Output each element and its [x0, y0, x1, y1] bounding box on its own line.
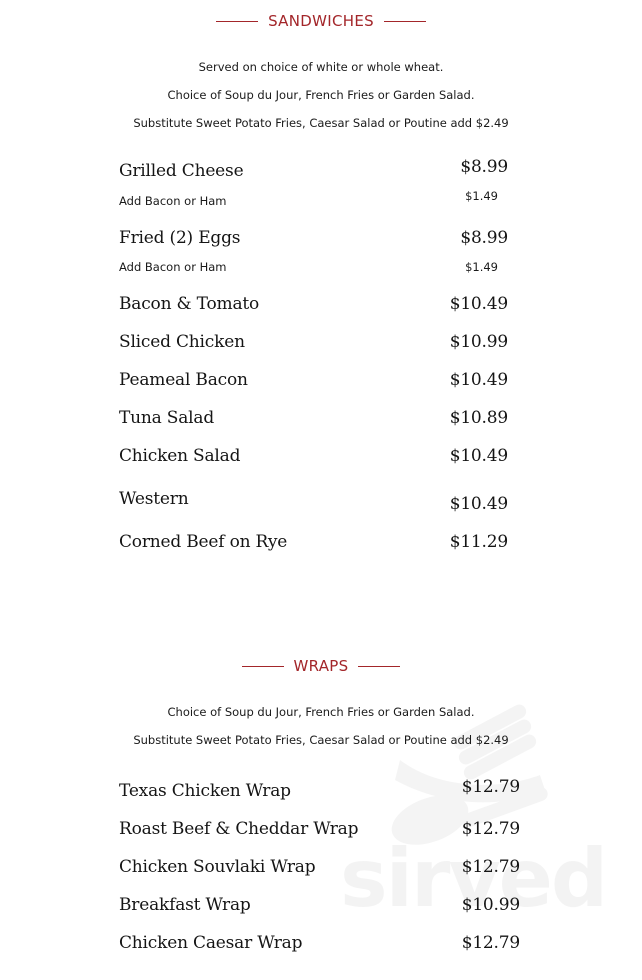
menu-item-name: Roast Beef & Cheddar Wrap: [119, 819, 359, 839]
menu-item-name: Fried (2) Eggs: [119, 228, 241, 248]
menu-item-price: $12.79: [461, 857, 520, 877]
divider-rule: [216, 21, 258, 22]
section-note: Substitute Sweet Potato Fries, Caesar Salad or Poutine add $2.49: [133, 116, 509, 130]
menu-item-name: Peameal Bacon: [119, 370, 248, 390]
divider-rule: [242, 666, 284, 667]
menu-item-name: Bacon & Tomato: [119, 294, 260, 314]
menu-item-price: $10.99: [449, 332, 508, 352]
menu-item-price: $10.49: [449, 446, 508, 466]
menu-item-name: Breakfast Wrap: [119, 895, 251, 915]
section-note: Substitute Sweet Potato Fries, Caesar Salad or Poutine add $2.49: [133, 733, 509, 747]
menu-item-name: Chicken Caesar Wrap: [119, 933, 303, 953]
addon-name: Add Bacon or Ham: [119, 260, 227, 274]
section-header-wraps: [0, 657, 642, 675]
menu-item-price: $10.99: [461, 895, 520, 915]
divider-rule: [384, 21, 426, 22]
menu-item-name: Corned Beef on Rye: [119, 532, 288, 552]
menu-item-name: Western: [119, 489, 189, 509]
menu-item-price: $10.49: [449, 294, 508, 314]
menu-item-name: Sliced Chicken: [119, 332, 245, 352]
divider-rule: [358, 666, 400, 667]
menu-item-price: $12.79: [461, 777, 520, 797]
menu-item-price: $11.29: [449, 532, 508, 552]
menu-item-name: Chicken Souvlaki Wrap: [119, 857, 316, 877]
menu-item-price: $12.79: [461, 933, 520, 953]
section-note: Served on choice of white or whole wheat.: [198, 60, 444, 74]
section-header-sandwiches: [0, 12, 642, 30]
addon-name: Add Bacon or Ham: [119, 194, 227, 208]
menu-item-name: Chicken Salad: [119, 446, 241, 466]
section-title: SANDWICHES: [268, 12, 374, 30]
menu-item-price: $10.49: [449, 494, 508, 514]
section-note: Choice of Soup du Jour, French Fries or Garden Salad.: [167, 705, 475, 719]
section-note: Choice of Soup du Jour, French Fries or Garden Salad.: [167, 88, 475, 102]
menu-item-price: $10.49: [449, 370, 508, 390]
menu-item-price: $12.79: [461, 819, 520, 839]
addon-price: $1.49: [465, 260, 498, 274]
menu-item-price: $8.99: [460, 157, 508, 177]
menu-item-price: $10.89: [449, 408, 508, 428]
menu-item-name: Tuna Salad: [119, 408, 215, 428]
addon-price: $1.49: [465, 189, 498, 203]
menu-item-name: Grilled Cheese: [119, 161, 244, 181]
menu-item-price: $8.99: [460, 228, 508, 248]
section-title: WRAPS: [293, 657, 349, 675]
menu-item-name: Texas Chicken Wrap: [119, 781, 291, 801]
